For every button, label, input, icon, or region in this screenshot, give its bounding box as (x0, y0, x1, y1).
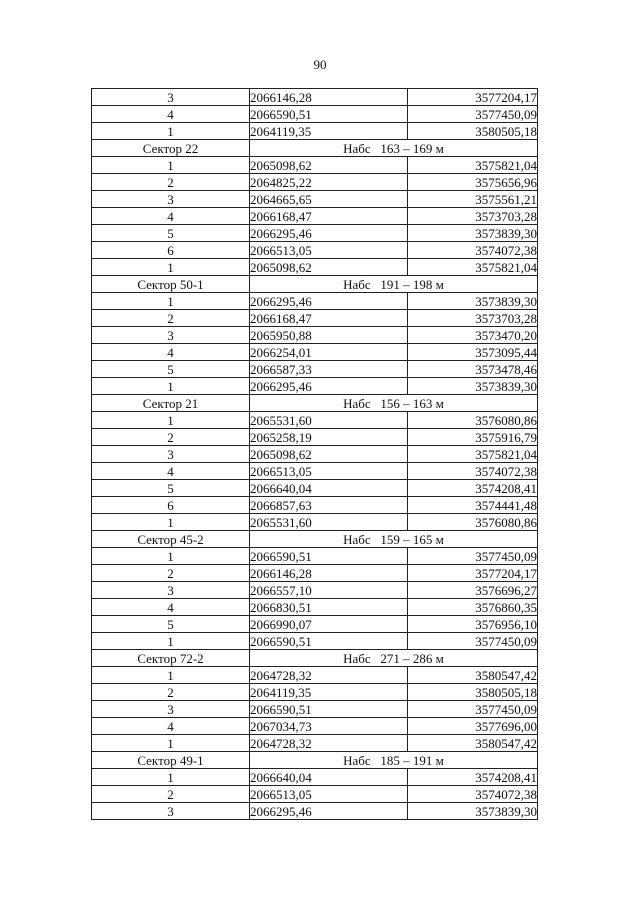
sector-height-range: Набс 163 – 169 м (250, 140, 538, 157)
y-coordinate: 3573839,30 (408, 803, 538, 820)
point-number: 1 (92, 378, 250, 395)
point-number: 6 (92, 242, 250, 259)
point-number: 1 (92, 293, 250, 310)
y-coordinate: 3577450,09 (408, 701, 538, 718)
x-coordinate: 2064665,65 (250, 191, 408, 208)
x-coordinate: 2065950,88 (250, 327, 408, 344)
x-coordinate: 2066295,46 (250, 803, 408, 820)
table-row (92, 684, 538, 701)
table-row (92, 106, 538, 123)
x-coordinate: 2066295,46 (250, 225, 408, 242)
y-coordinate: 3575821,04 (408, 157, 538, 174)
point-number: 2 (92, 429, 250, 446)
x-coordinate: 2067034,73 (250, 718, 408, 735)
table-row (92, 293, 538, 310)
y-coordinate: 3575916,79 (408, 429, 538, 446)
y-coordinate: 3577450,09 (408, 548, 538, 565)
y-coordinate: 3577696,00 (408, 718, 538, 735)
table-row (92, 633, 538, 650)
point-number: 2 (92, 684, 250, 701)
x-coordinate: 2066168,47 (250, 310, 408, 327)
table-row (92, 123, 538, 140)
table-row (92, 497, 538, 514)
point-number: 1 (92, 412, 250, 429)
sector-header-row (92, 752, 538, 769)
x-coordinate: 2066857,63 (250, 497, 408, 514)
x-coordinate: 2066640,04 (250, 480, 408, 497)
x-coordinate: 2066587,33 (250, 361, 408, 378)
point-number: 3 (92, 446, 250, 463)
sector-header-row (92, 395, 538, 412)
table-row (92, 735, 538, 752)
y-coordinate: 3573839,30 (408, 225, 538, 242)
sector-height-range: Набс 156 – 163 м (250, 395, 538, 412)
x-coordinate: 2066590,51 (250, 633, 408, 650)
sector-name: Сектор 72-2 (92, 650, 250, 667)
table-row (92, 157, 538, 174)
y-coordinate: 3574072,38 (408, 463, 538, 480)
x-coordinate: 2066590,51 (250, 106, 408, 123)
table-row (92, 361, 538, 378)
point-number: 5 (92, 361, 250, 378)
point-number: 4 (92, 599, 250, 616)
sector-name: Сектор 22 (92, 140, 250, 157)
table-row (92, 616, 538, 633)
y-coordinate: 3575821,04 (408, 259, 538, 276)
x-coordinate: 2065098,62 (250, 157, 408, 174)
table-row (92, 667, 538, 684)
sector-name: Сектор 49-1 (92, 752, 250, 769)
sector-header-row (92, 140, 538, 157)
y-coordinate: 3575561,21 (408, 191, 538, 208)
x-coordinate: 2065098,62 (250, 259, 408, 276)
point-number: 5 (92, 480, 250, 497)
x-coordinate: 2065098,62 (250, 446, 408, 463)
table-row (92, 480, 538, 497)
y-coordinate: 3574208,41 (408, 480, 538, 497)
x-coordinate: 2066513,05 (250, 786, 408, 803)
x-coordinate: 2066590,51 (250, 548, 408, 565)
point-number: 1 (92, 735, 250, 752)
y-coordinate: 3580547,42 (408, 735, 538, 752)
point-number: 4 (92, 344, 250, 361)
y-coordinate: 3576696,27 (408, 582, 538, 599)
y-coordinate: 3576080,86 (408, 514, 538, 531)
point-number: 2 (92, 310, 250, 327)
x-coordinate: 2066168,47 (250, 208, 408, 225)
y-coordinate: 3580505,18 (408, 684, 538, 701)
point-number: 1 (92, 633, 250, 650)
table-row (92, 803, 538, 820)
y-coordinate: 3575821,04 (408, 446, 538, 463)
x-coordinate: 2065531,60 (250, 412, 408, 429)
table-row (92, 174, 538, 191)
coordinates-table-body (92, 89, 538, 820)
x-coordinate: 2066990,07 (250, 616, 408, 633)
x-coordinate: 2066146,28 (250, 89, 408, 106)
table-row (92, 378, 538, 395)
table-row (92, 344, 538, 361)
x-coordinate: 2066146,28 (250, 565, 408, 582)
point-number: 2 (92, 786, 250, 803)
point-number: 1 (92, 157, 250, 174)
page-number: 90 (313, 57, 327, 72)
table-row (92, 327, 538, 344)
y-coordinate: 3573703,28 (408, 310, 538, 327)
table-row (92, 89, 538, 106)
y-coordinate: 3573095,44 (408, 344, 538, 361)
point-number: 3 (92, 582, 250, 599)
point-number: 4 (92, 463, 250, 480)
point-number: 1 (92, 769, 250, 786)
point-number: 3 (92, 89, 250, 106)
table-row (92, 412, 538, 429)
table-row (92, 310, 538, 327)
point-number: 2 (92, 565, 250, 582)
x-coordinate: 2066254,01 (250, 344, 408, 361)
point-number: 1 (92, 548, 250, 565)
sector-header-row (92, 531, 538, 548)
point-number: 1 (92, 514, 250, 531)
x-coordinate: 2066557,10 (250, 582, 408, 599)
x-coordinate: 2066295,46 (250, 293, 408, 310)
point-number: 5 (92, 616, 250, 633)
table-row (92, 242, 538, 259)
table-row (92, 786, 538, 803)
y-coordinate: 3573839,30 (408, 378, 538, 395)
table-row (92, 463, 538, 480)
point-number: 6 (92, 497, 250, 514)
x-coordinate: 2066513,05 (250, 463, 408, 480)
point-number: 3 (92, 701, 250, 718)
y-coordinate: 3574072,38 (408, 242, 538, 259)
y-coordinate: 3573470,20 (408, 327, 538, 344)
sector-name: Сектор 21 (92, 395, 250, 412)
y-coordinate: 3577450,09 (408, 106, 538, 123)
x-coordinate: 2065258,19 (250, 429, 408, 446)
table-row (92, 599, 538, 616)
y-coordinate: 3574441,48 (408, 497, 538, 514)
y-coordinate: 3574072,38 (408, 786, 538, 803)
point-number: 1 (92, 667, 250, 684)
table-row (92, 446, 538, 463)
sector-height-range: Набс 271 – 286 м (250, 650, 538, 667)
y-coordinate: 3575656,96 (408, 174, 538, 191)
table-row (92, 514, 538, 531)
x-coordinate: 2066295,46 (250, 378, 408, 395)
x-coordinate: 2065531,60 (250, 514, 408, 531)
y-coordinate: 3580505,18 (408, 123, 538, 140)
table-row (92, 769, 538, 786)
point-number: 1 (92, 123, 250, 140)
point-number: 5 (92, 225, 250, 242)
x-coordinate: 2064825,22 (250, 174, 408, 191)
y-coordinate: 3576080,86 (408, 412, 538, 429)
table-row (92, 582, 538, 599)
point-number: 4 (92, 106, 250, 123)
y-coordinate: 3574208,41 (408, 769, 538, 786)
y-coordinate: 3576956,10 (408, 616, 538, 633)
table-row (92, 429, 538, 446)
table-row (92, 225, 538, 242)
table-row (92, 208, 538, 225)
x-coordinate: 2066513,05 (250, 242, 408, 259)
point-number: 3 (92, 327, 250, 344)
point-number: 1 (92, 259, 250, 276)
sector-height-range: Набс 159 – 165 м (250, 531, 538, 548)
point-number: 2 (92, 174, 250, 191)
y-coordinate: 3573478,46 (408, 361, 538, 378)
table-row (92, 565, 538, 582)
x-coordinate: 2064728,32 (250, 667, 408, 684)
table-row (92, 259, 538, 276)
y-coordinate: 3573839,30 (408, 293, 538, 310)
y-coordinate: 3573703,28 (408, 208, 538, 225)
point-number: 3 (92, 191, 250, 208)
sector-height-range: Набс 191 – 198 м (250, 276, 538, 293)
point-number: 3 (92, 803, 250, 820)
table-row (92, 548, 538, 565)
coordinates-table (91, 88, 538, 820)
y-coordinate: 3577450,09 (408, 633, 538, 650)
table-row (92, 701, 538, 718)
y-coordinate: 3577204,17 (408, 89, 538, 106)
sector-header-row (92, 650, 538, 667)
x-coordinate: 2066640,04 (250, 769, 408, 786)
sector-header-row (92, 276, 538, 293)
point-number: 4 (92, 208, 250, 225)
sector-name: Сектор 45-2 (92, 531, 250, 548)
table-row (92, 718, 538, 735)
x-coordinate: 2066590,51 (250, 701, 408, 718)
x-coordinate: 2066830,51 (250, 599, 408, 616)
sector-name: Сектор 50-1 (92, 276, 250, 293)
y-coordinate: 3580547,42 (408, 667, 538, 684)
point-number: 4 (92, 718, 250, 735)
y-coordinate: 3576860,35 (408, 599, 538, 616)
x-coordinate: 2064119,35 (250, 684, 408, 701)
sector-height-range: Набс 185 – 191 м (250, 752, 538, 769)
table-row (92, 191, 538, 208)
x-coordinate: 2064119,35 (250, 123, 408, 140)
y-coordinate: 3577204,17 (408, 565, 538, 582)
x-coordinate: 2064728,32 (250, 735, 408, 752)
